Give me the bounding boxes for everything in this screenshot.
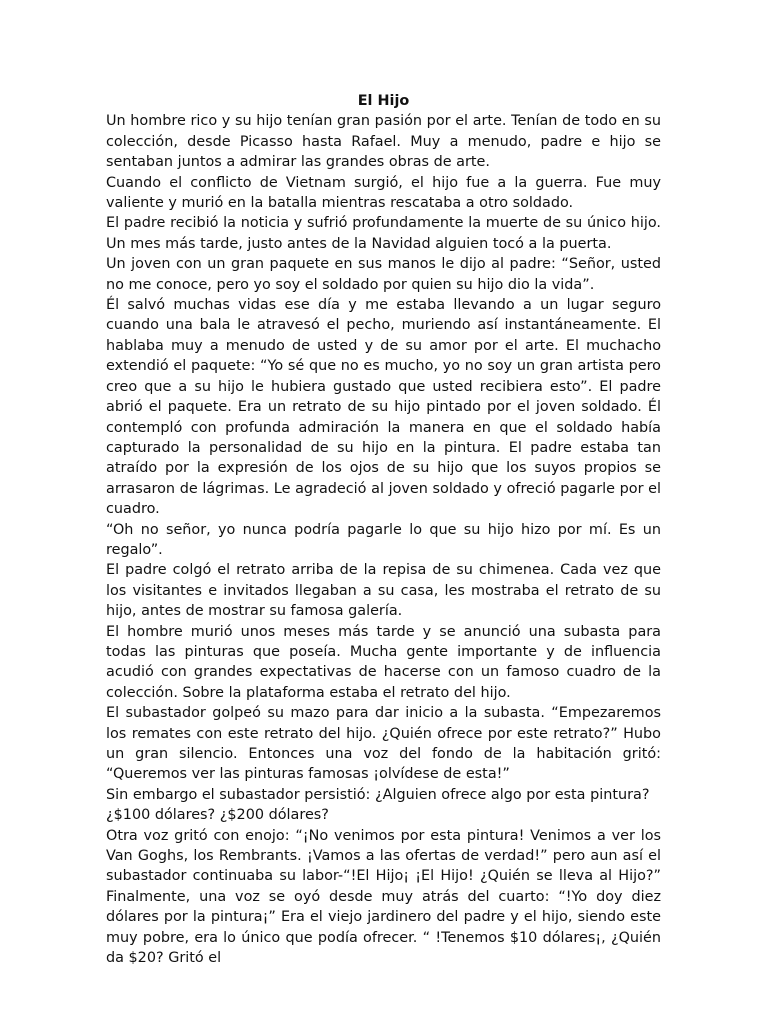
paragraph: Un hombre rico y su hijo tenían gran pasión por el arte. Tenían de todo en su colección, desde Picasso hasta Rafael. Muy a menudo, padre e hijo se sentaban juntos a admirar las grandes obras de arte. (106, 113, 661, 171)
document-page (106, 91, 661, 968)
paragraph: Sin embargo el subastador persistió: ¿Alguien ofrece algo por esta pintura? (106, 786, 650, 803)
paragraph: “Oh no señor, yo nunca podría pagarle lo que su hijo hizo por mí. Es un regalo”. (106, 521, 661, 558)
paragraph: ¿$100 dólares? ¿$200 dólares? (106, 807, 329, 824)
paragraph: El hombre murió unos meses más tarde y se anunció una subasta para todas las pinturas que poseía. Mucha gente importante y de influencia acudió con grandes expectativas de hacerse con un famoso cuadro de la colección. Sobre la plataforma estaba el retrato del hijo. (106, 623, 661, 701)
paragraph: Un joven con un gran paquete en sus manos le dijo al padre: “Señor, usted no me conoce, pero yo soy el soldado por quien su hijo dio la vida”. (106, 256, 661, 293)
paragraph: Él salvó muchas vidas ese día y me estaba llevando a un lugar seguro cuando una bala le atravesó el pecho, muriendo así instantáneamente. El hablaba muy a menudo de usted y de su amor por el arte. El muchacho extendió el paquete: “Yo sé que no es mucho, yo no soy un gran artista pero creo que a su hijo le hubiera gustado que usted recibiera esto”. El padre abrió el paquete. Era un retrato de su hijo pintado por el joven soldado. Él contempló con profunda admiración la manera en que el soldado había capturado la personalidad de su hijo en la pintura. El padre estaba tan atraído por la expresión de los ojos de su hijo que los suyos propios se arrasaron de lágrimas. Le agradeció al joven soldado y ofreció pagarle por el cuadro. (106, 297, 661, 518)
paragraph: Otra voz gritó con enojo: “¡No venimos por esta pintura! Venimos a ver los Van Goghs, los Rembrants. ¡Vamos a las ofertas de verdad!” pero aun así el subastador continuaba su labor-“!El Hijo¡ ¡El Hijo! ¿Quién se lleva al Hijo?” Finalmente, una voz se oyó desde muy atrás del cuarto: “!Yo doy diez dólares por la pintura¡” Era el viejo jardinero del padre y el hijo, siendo este muy pobre, era lo único que podía ofrecer. “ !Tenemos $10 dólares¡, ¿Quién da $20? Gritó el (106, 827, 661, 967)
paragraph: Cuando el conflicto de Vietnam surgió, el hijo fue a la guerra. Fue muy valiente y murió en la batalla mientras rescataba a otro soldado. (106, 174, 661, 212)
document-title: El Hijo (357, 93, 410, 109)
paragraph: El subastador golpeó su mazo para dar inicio a la subasta. “Empezaremos los remates con este retrato del hijo. ¿Quién ofrece por este retrato?” Hubo un gran silencio. Entonces una voz del fondo de la habitación gritó: “Queremos ver las pinturas famosas ¡olvídese de esta!” (106, 705, 661, 783)
paragraph: El padre recibió la noticia y sufrió profundamente la muerte de su único hijo. Un mes más tarde, justo antes de la Navidad alguien tocó a la puerta. (106, 215, 661, 252)
paragraph: El padre colgó el retrato arriba de la repisa de su chimenea. Cada vez que los visitantes e invitados llegaban a su casa, les mostraba el retrato de su hijo, antes de mostrar su famosa galería. (106, 562, 661, 620)
